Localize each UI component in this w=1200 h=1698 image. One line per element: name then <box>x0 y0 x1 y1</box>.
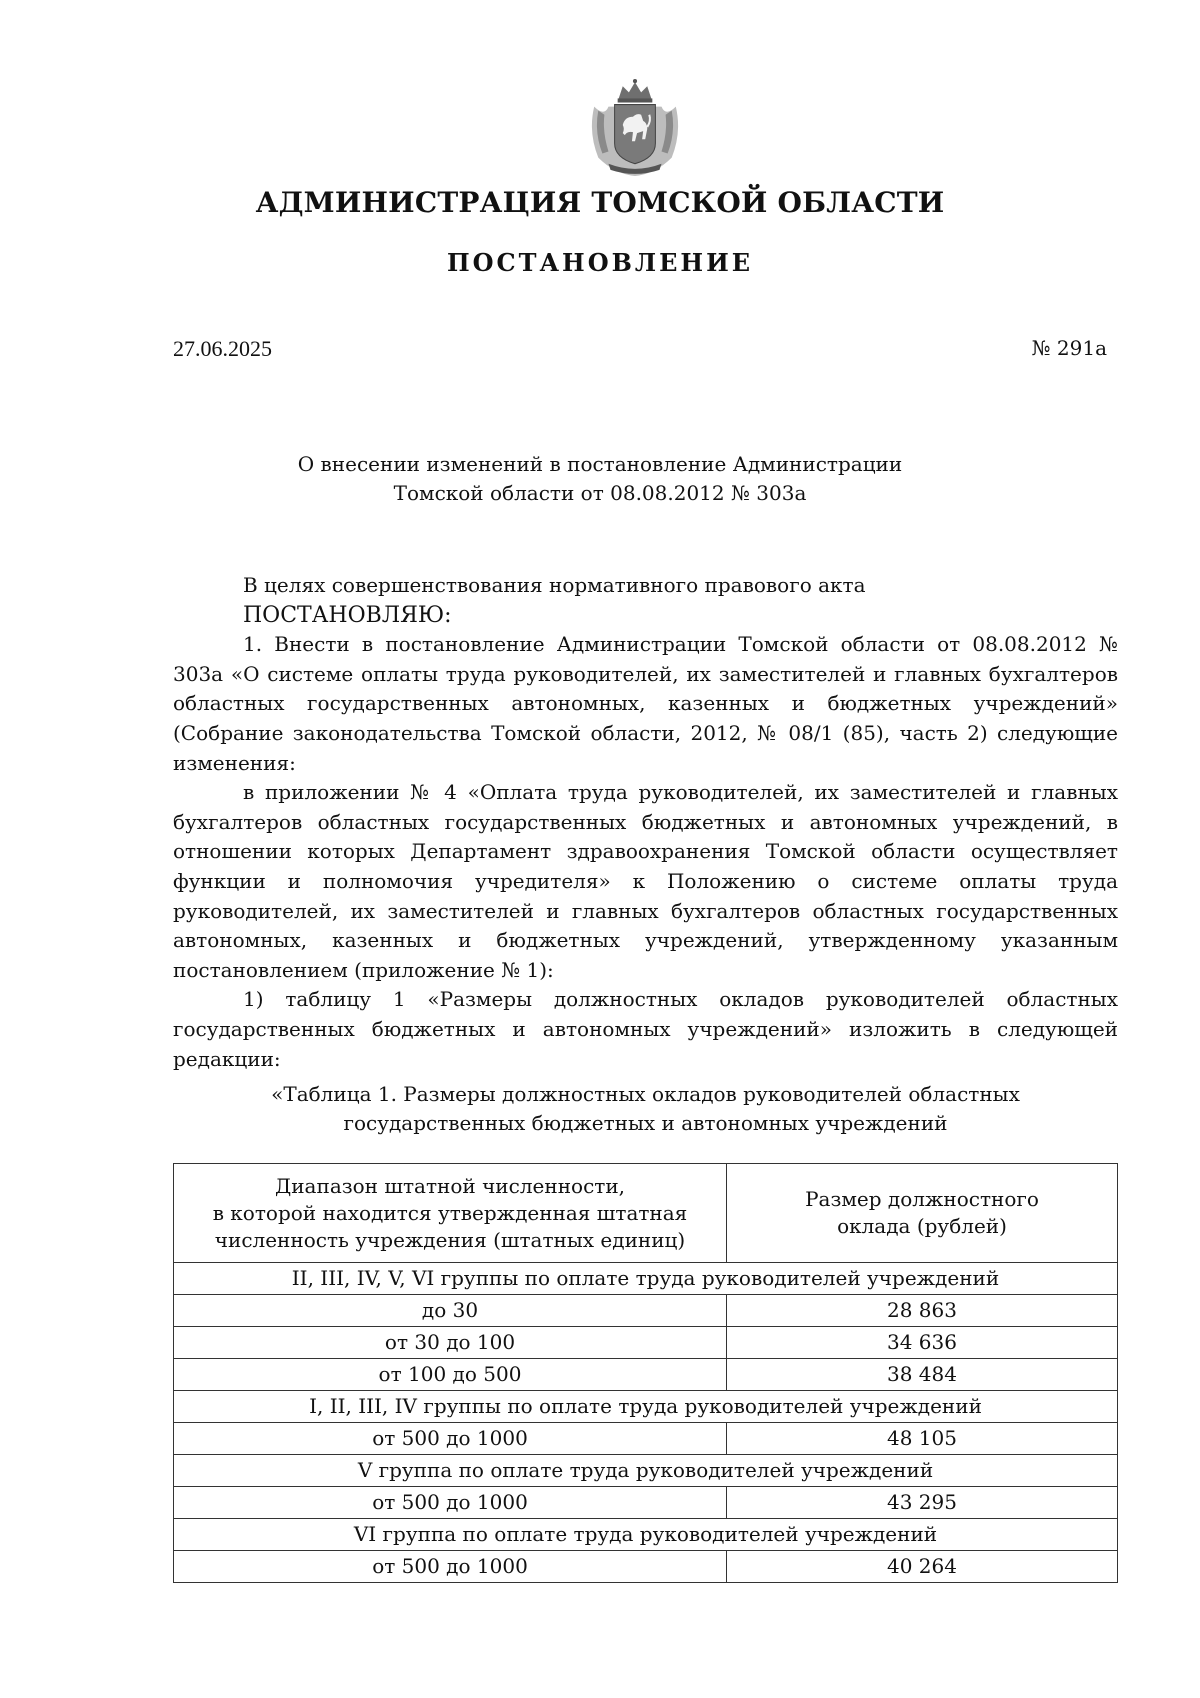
salary-value: 28 863 <box>727 1295 1118 1327</box>
subject-line-1: О внесении изменений в постановление Администрации <box>297 452 903 476</box>
subitem-1: 1) таблицу 1 «Размеры должностных окладов руководителей областных государственных бюджетных и автономных учреждений» изложить в следующей редакции: <box>173 987 1118 1071</box>
table-row <box>174 1551 1118 1583</box>
group-title: I, II, III, IV группы по оплате труда руководителей учреждений <box>174 1391 1118 1423</box>
header-salary: Размер должностного оклада (рублей) <box>727 1164 1118 1263</box>
annex-reference: в приложении № 4 «Оплата труда руководителей, их заместителей и главных бухгалтеров областных государственных бюджетных и автономных учреждений, в отношении которых Департамент здравоохранения Томской области осуществляет функции и полномочия учредителя» к Положению о системе оплаты труда руководителей, их заместителей и главных бухгалтеров областных государственных автономных, казенных и бюджетных учреждений, утвержденному указанным постановлением (приложение № 1): <box>173 780 1118 982</box>
staff-range: от 500 до 1000 <box>174 1423 727 1455</box>
salary-value: 38 484 <box>727 1359 1118 1391</box>
document-subject <box>0 450 1200 508</box>
document-type: ПОСТАНОВЛЕНИЕ <box>446 248 754 277</box>
salary-table <box>173 1163 1118 1583</box>
group-row <box>174 1519 1118 1551</box>
header-staff-range: Диапазон штатной численности, в которой находится утвержденная штатная численность учреждения (штатных единиц) <box>174 1164 727 1263</box>
group-row <box>174 1455 1118 1487</box>
group-title: II, III, IV, V, VI группы по оплате труда руководителей учреждений <box>174 1263 1118 1295</box>
salary-value: 34 636 <box>727 1327 1118 1359</box>
group-title: VI группа по оплате труда руководителей учреждений <box>174 1519 1118 1551</box>
salary-value: 40 264 <box>727 1551 1118 1583</box>
group-row <box>174 1391 1118 1423</box>
table-row <box>174 1327 1118 1359</box>
coat-of-arms-icon <box>584 76 686 178</box>
document-date: 27.06.2025 <box>173 336 272 361</box>
group-row <box>174 1263 1118 1295</box>
table-header-row <box>174 1164 1118 1263</box>
staff-range: до 30 <box>174 1295 727 1327</box>
staff-range: от 30 до 100 <box>174 1327 727 1359</box>
staff-range: от 500 до 1000 <box>174 1487 727 1519</box>
table-row <box>174 1295 1118 1327</box>
table-caption <box>173 1080 1118 1138</box>
table-row <box>174 1423 1118 1455</box>
staff-range: от 500 до 1000 <box>174 1551 727 1583</box>
table-caption-line-1: «Таблица 1. Размеры должностных окладов руководителей областных <box>271 1082 1020 1106</box>
organization-title: АДМИНИСТРАЦИЯ ТОМСКОЙ ОБЛАСТИ <box>255 186 945 219</box>
salary-value: 43 295 <box>727 1487 1118 1519</box>
table-row <box>174 1487 1118 1519</box>
group-title: V группа по оплате труда руководителей учреждений <box>174 1455 1118 1487</box>
staff-range: от 100 до 500 <box>174 1359 727 1391</box>
table-caption-line-2: государственных бюджетных и автономных учреждений <box>343 1111 948 1135</box>
resolve-statement: ПОСТАНОВЛЯЮ: <box>243 602 452 628</box>
preamble: В целях совершенствования нормативного правового акта <box>243 573 866 597</box>
document-body <box>173 571 1118 1074</box>
table-row <box>174 1359 1118 1391</box>
item-1: 1. Внести в постановление Администрации Томской области от 08.08.2012 № 303а «О системе оплаты труда руководителей, их заместителей и главных бухгалтеров областных государственных автономных, казенных и бюджетных учреждений» (Собрание законодательства Томской области, 2012, № 08/1 (85), часть 2) следующие изменения: <box>173 632 1118 775</box>
subject-line-2: Томской области от 08.08.2012 № 303а <box>393 481 807 505</box>
document-number: № 291а <box>1031 336 1107 360</box>
salary-value: 48 105 <box>727 1423 1118 1455</box>
